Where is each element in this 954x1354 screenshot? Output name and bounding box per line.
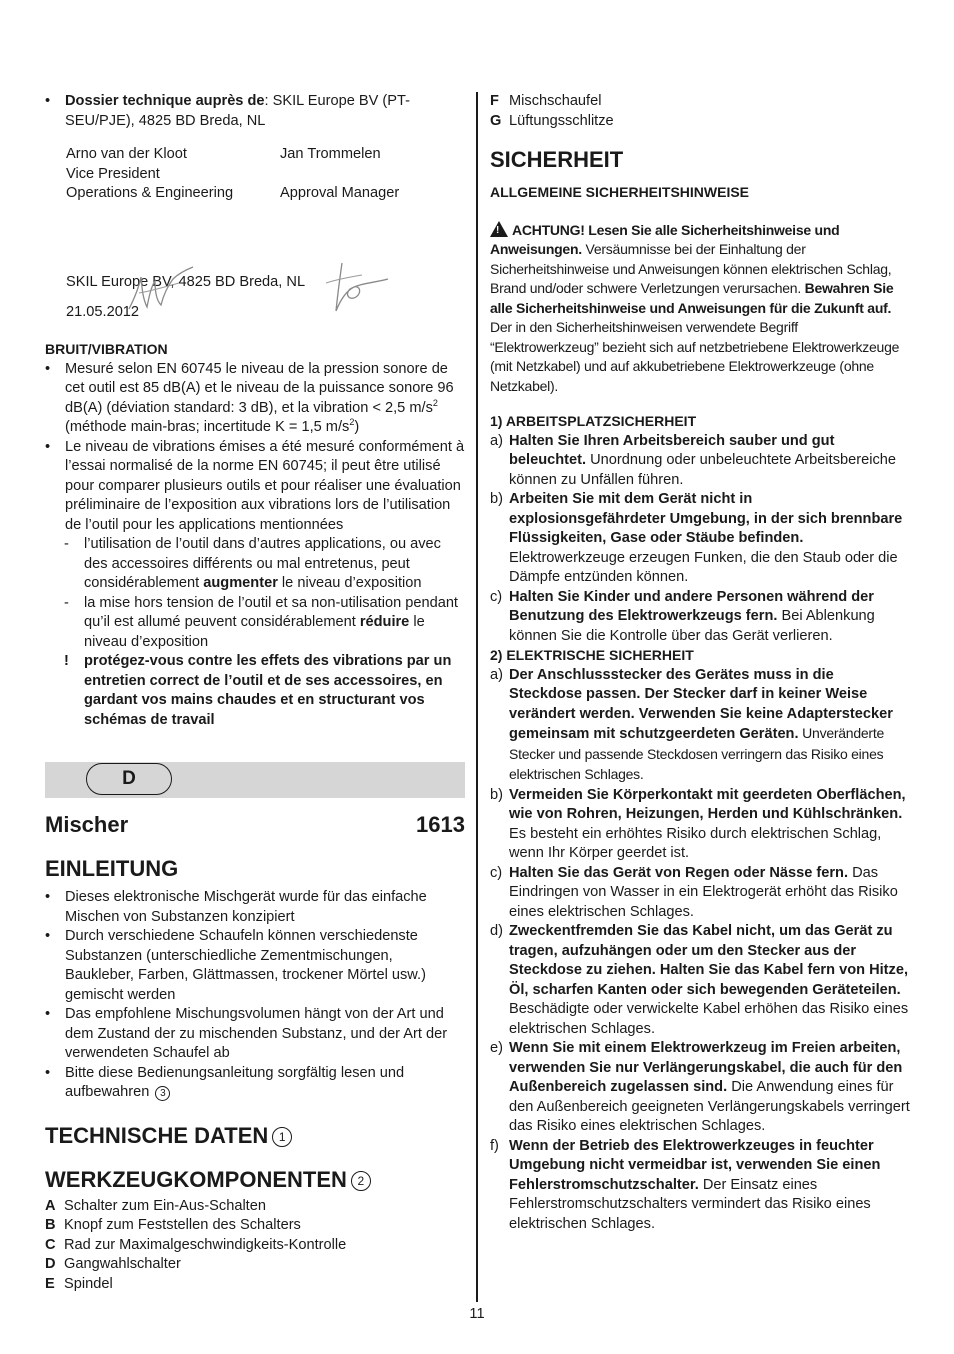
- einleitung-heading: EINLEITUNG: [45, 856, 179, 881]
- bruit-1-text-c: ): [354, 419, 360, 435]
- safety-item: [490, 432, 910, 491]
- intro-bold-2: Bewahren Sie alle Sicherheitshinweise und Anweisungen für die Zukunft auf.: [490, 280, 894, 316]
- item-bold: Zweckentfremden Sie das Kabel nicht, um das Gerät zu tragen, aufzuhängen oder um den Stecker aus der Steckdose zu ziehen. Halten Sie das Kabel fern von Hitze, Öl, scharfen Kanten oder sich bewegenden Geräteteilen.: [509, 923, 909, 998]
- component-item: [490, 112, 910, 132]
- product-name: Mischer: [45, 812, 129, 837]
- dash-2-bold: réduire: [359, 614, 410, 630]
- comp-heading: [45, 1167, 465, 1193]
- item-text: Bei Ablenkung können Sie die Kontrolle über das Gerät verlieren.: [509, 608, 875, 644]
- item-text: Der Einsatz eines Fehlerstromschutzschalters vermindert das Risiko eines elektrischen Schlages.: [509, 1176, 871, 1232]
- item-text: Das Eindringen von Wasser in ein Elektrogerät erhöht das Risiko eines elektrischen Schlages.: [509, 864, 898, 920]
- intro-text-2: Der in den Sicherheitshinweisen verwendete Begriff “Elektrowerkzeug” bezieht sich auf netzbetriebene Elektrowerkzeuge (mit Netzkabel) und auf akkubetriebene Elektrowerkzeuge (ohne Netzkabel).: [490, 319, 900, 394]
- item-marker: c): [490, 588, 503, 605]
- item-text: Die Anwendung eines für den Außenbereich geeigneten Verlängerungskabels verringert das Risiko eines elektrischen Schlages.: [509, 1079, 910, 1134]
- dash-1-end: le niveau d’exposition: [277, 575, 422, 591]
- product-model: 1613: [416, 812, 465, 837]
- bruit-warning: [45, 652, 465, 730]
- component-item: [45, 1216, 465, 1236]
- bruit-item-2: • Le niveau de vibrations émises a été mesuré conformément à l’essai normalisé de la norme EN 60745; il peut être utilisé pour comparer plusieurs outils et pour réaliser une évaluation préliminaire de l’exposition aux vibrations lors de l’utilisation de l’outil pour les applications mentionnées: [45, 438, 465, 536]
- warning-symbol: !: [496, 224, 500, 236]
- dash-2-end: le niveau d’exposition: [84, 614, 425, 650]
- safety-item: [490, 864, 910, 923]
- language-band: [45, 762, 465, 798]
- einleitung-item: • Durch verschiedene Schaufeln können verschiedenste Substanzen (unterschiedliche Zementmischungen, Baukleber, Farben, Glättmassen, trockener Mörtel usw.) gemischt werden: [45, 927, 465, 1005]
- arbeitsplatz-heading: 1) ARBEITSPLATZSICHERHEIT: [490, 413, 697, 429]
- signatory-2-title: Approval Manager: [280, 185, 400, 201]
- signature-company: SKIL Europe BV, 4825 BD Breda, NL: [66, 274, 306, 290]
- bruit-heading: BRUIT/VIBRATION: [45, 341, 168, 357]
- component-text: Spindel: [64, 1275, 113, 1292]
- item-marker: a): [490, 666, 503, 683]
- safety-item: [490, 786, 910, 864]
- item-marker: e): [490, 1040, 503, 1056]
- exclamation-mark: !: [64, 653, 69, 669]
- warning-icon: [490, 221, 508, 237]
- item-bold: Wenn Sie mit einem Elektrowerkzeug im Freien arbeiten, verwenden Sie nur Verlängerungskabel, die auch für den Außenbereich zugelassen sind.: [509, 1040, 903, 1095]
- item-bold: Arbeiten Sie mit dem Gerät nicht in explosionsgefährdeter Umgebung, in der sich brennbare Flüssigkeiten, Gase oder Stäube befinden.: [509, 491, 903, 546]
- left-column: [45, 92, 465, 1294]
- intro-bold-1: ACHTUNG! Lesen Sie alle Sicherheitshinweise und Anweisungen.: [490, 221, 840, 257]
- safety-item: [490, 666, 910, 786]
- component-item: [45, 1275, 465, 1295]
- component-text: Gangwahlschalter: [64, 1256, 181, 1272]
- safety-item: [490, 1039, 910, 1137]
- figure-ref: 3: [155, 1086, 170, 1101]
- component-text: Lüftungsschlitze: [509, 112, 614, 129]
- page-number: 11: [469, 1306, 485, 1322]
- component-text: Mischschaufel: [509, 93, 602, 109]
- item-marker: d): [490, 923, 503, 939]
- bruit-1-text-a: Mesuré selon EN 60745 le niveau de la pression sonore de cet outil est 85 dB(A) et le niveau de la puissance sonore 96 dB(A) (déviation standard: 3 dB), et la vibration < 2,5 m/s: [65, 360, 454, 416]
- dash-1-text: l’utilisation de l’outil dans d’autres applications, ou avec des accessoires différents ou mal entretenus, peut considérablement: [84, 536, 441, 591]
- item-bold: Halten Sie das Gerät von Regen oder Nässe fern.: [509, 864, 849, 881]
- component-item: [45, 1197, 465, 1217]
- component-key: C: [45, 1236, 56, 1253]
- safety-item: [490, 922, 910, 1039]
- safety-item: [490, 588, 910, 647]
- dossier-item: [45, 92, 465, 131]
- figure-ref: 1: [272, 1127, 292, 1147]
- item-bold: Halten Sie Kinder und andere Personen während der Benutzung des Elektrowerkzeugs fern.: [509, 588, 874, 624]
- sicherheit-heading: SICHERHEIT: [490, 147, 624, 172]
- component-item: [490, 92, 910, 112]
- comp-heading-text: WERKZEUGKOMPONENTEN: [45, 1166, 347, 1192]
- item-bold: Der Anschlussstecker des Gerätes muss in die Steckdose passen. Der Stecker darf in keiner Weise verändert werden. Verwenden Sie keine Adapterstecker gemeinsam mit schutzgeerdeten Geräten.: [509, 666, 893, 742]
- signatory-1-name: Arno van der Kloot: [66, 146, 187, 162]
- component-key: E: [45, 1275, 55, 1292]
- signatory-2-name: Jan Trommelen: [280, 146, 381, 162]
- item-bold: Wenn der Betrieb des Elektrowerkzeuges in feuchter Umgebung nicht vermeidbar ist, verwenden Sie einen Fehlerstromschutzschalter.: [509, 1137, 881, 1193]
- item-text: Unveränderte Stecker und passende Steckdosen verringern das Risiko eines elektrischen Schlages.: [509, 725, 884, 782]
- bruit-1-text-b: (méthode main-bras; incertitude K = 1,5 m/s: [65, 419, 350, 435]
- component-key: G: [490, 112, 502, 129]
- item-bold: Vermeiden Sie Körperkontakt mit geerdeten Oberflächen, wie von Rohren, Heizungen, Herden und Kühlschränken.: [509, 786, 906, 822]
- superscript: 2: [349, 417, 355, 428]
- safety-item: [490, 1137, 910, 1235]
- component-key: D: [45, 1256, 56, 1272]
- item-marker: c): [490, 864, 503, 881]
- signatory-1-title: Vice President: [66, 165, 160, 182]
- tech-heading: [45, 1123, 465, 1149]
- component-item: [45, 1255, 465, 1275]
- item-marker: b): [490, 491, 503, 507]
- signatory-1: [66, 145, 233, 204]
- component-item: [45, 1236, 465, 1256]
- intro-text-1: Versäumnisse bei der Einhaltung der Sicherheitshinweise und Anweisungen können elektrischen Schlag, Brand und/oder schwere Verletzungen verursachen.: [490, 241, 892, 296]
- dash-2-text: la mise hors tension de l’outil et sa non-utilisation pendant qu’il est allumé peuvent considérablement: [84, 594, 458, 630]
- allgemein-heading: ALLGEMEINE SICHERHEITSHINWEISE: [490, 184, 750, 200]
- einleitung-item: • Dieses elektronische Mischgerät wurde für das einfache Mischen von Substanzen konzipiert: [45, 888, 465, 927]
- item-text: Unordnung oder unbeleuchtete Arbeitsbereiche können zu Unfällen führen.: [509, 452, 896, 488]
- component-key: F: [490, 93, 499, 109]
- bruit-dash-2: [45, 594, 465, 653]
- item-bold: Halten Sie Ihren Arbeitsbereich sauber und gut beleuchtet.: [509, 432, 835, 468]
- product-title: [45, 812, 465, 838]
- safety-intro: [490, 219, 910, 397]
- item-text: Beschädigte oder verwickelte Kabel erhöhen das Risiko eines elektrischen Schlages.: [509, 1001, 909, 1037]
- signatory-2: [280, 145, 399, 204]
- tech-heading-text: TECHNISCHE DATEN: [45, 1122, 269, 1148]
- bruit-item-1: [45, 360, 465, 438]
- figure-ref: 2: [351, 1171, 371, 1191]
- right-column: [490, 92, 910, 1234]
- superscript: 2: [432, 397, 438, 408]
- component-text: Schalter zum Ein-Aus-Schalten: [64, 1197, 266, 1214]
- item-text: Es besteht ein erhöhtes Risiko durch elektrischen Schlag, wenn Ihr Körper geerdet ist.: [509, 825, 882, 861]
- item-text: Elektrowerkzeuge erzeugen Funken, die den Staub oder die Dämpfe entzünden können.: [509, 549, 898, 585]
- signature-block: [66, 145, 465, 273]
- item-marker: a): [490, 432, 503, 449]
- signature-2-image: [316, 257, 396, 317]
- elektrisch-heading: 2) ELEKTRISCHE SICHERHEIT: [490, 647, 694, 663]
- component-key: B: [45, 1217, 56, 1233]
- bruit-dash-1: [45, 535, 465, 594]
- component-text: Rad zur Maximalgeschwindigkeits-Kontrolle: [64, 1236, 347, 1253]
- signature-date: 21.05.2012: [66, 303, 140, 320]
- safety-item: [490, 490, 910, 588]
- dossier-text: : SKIL Europe BV (PT-SEU/PJE), 4825 BD Breda, NL: [65, 93, 410, 129]
- signature-1-image: [121, 257, 201, 317]
- dash-1-bold: augmenter: [203, 575, 278, 591]
- signatory-1-department: Operations & Engineering: [66, 185, 234, 201]
- language-badge: D: [86, 763, 172, 795]
- column-divider: [476, 92, 478, 1302]
- component-key: A: [45, 1197, 56, 1214]
- einleitung-item-4-text: Bitte diese Bedienungsanleitung sorgfältig lesen und aufbewahren: [65, 1064, 405, 1100]
- einleitung-item: [45, 1064, 465, 1103]
- warning-text: protégez-vous contre les effets des vibrations par un entretien correct de l’outil et de ses accessoires, en gardant vos mains chaudes et en structurant vos schémas de travail: [84, 653, 452, 728]
- dash-mark: -: [64, 594, 69, 611]
- item-marker: f): [490, 1137, 499, 1154]
- dossier-label: Dossier technique auprès de: [65, 93, 265, 109]
- dash-mark: -: [64, 536, 69, 552]
- item-marker: b): [490, 786, 503, 803]
- einleitung-item: • Das empfohlene Mischungsvolumen hängt von der Art und dem Zustand der zu mischenden Substanz, und der Art der verwendeten Schaufel ab: [45, 1005, 465, 1064]
- component-text: Knopf zum Feststellen des Schalters: [64, 1217, 301, 1233]
